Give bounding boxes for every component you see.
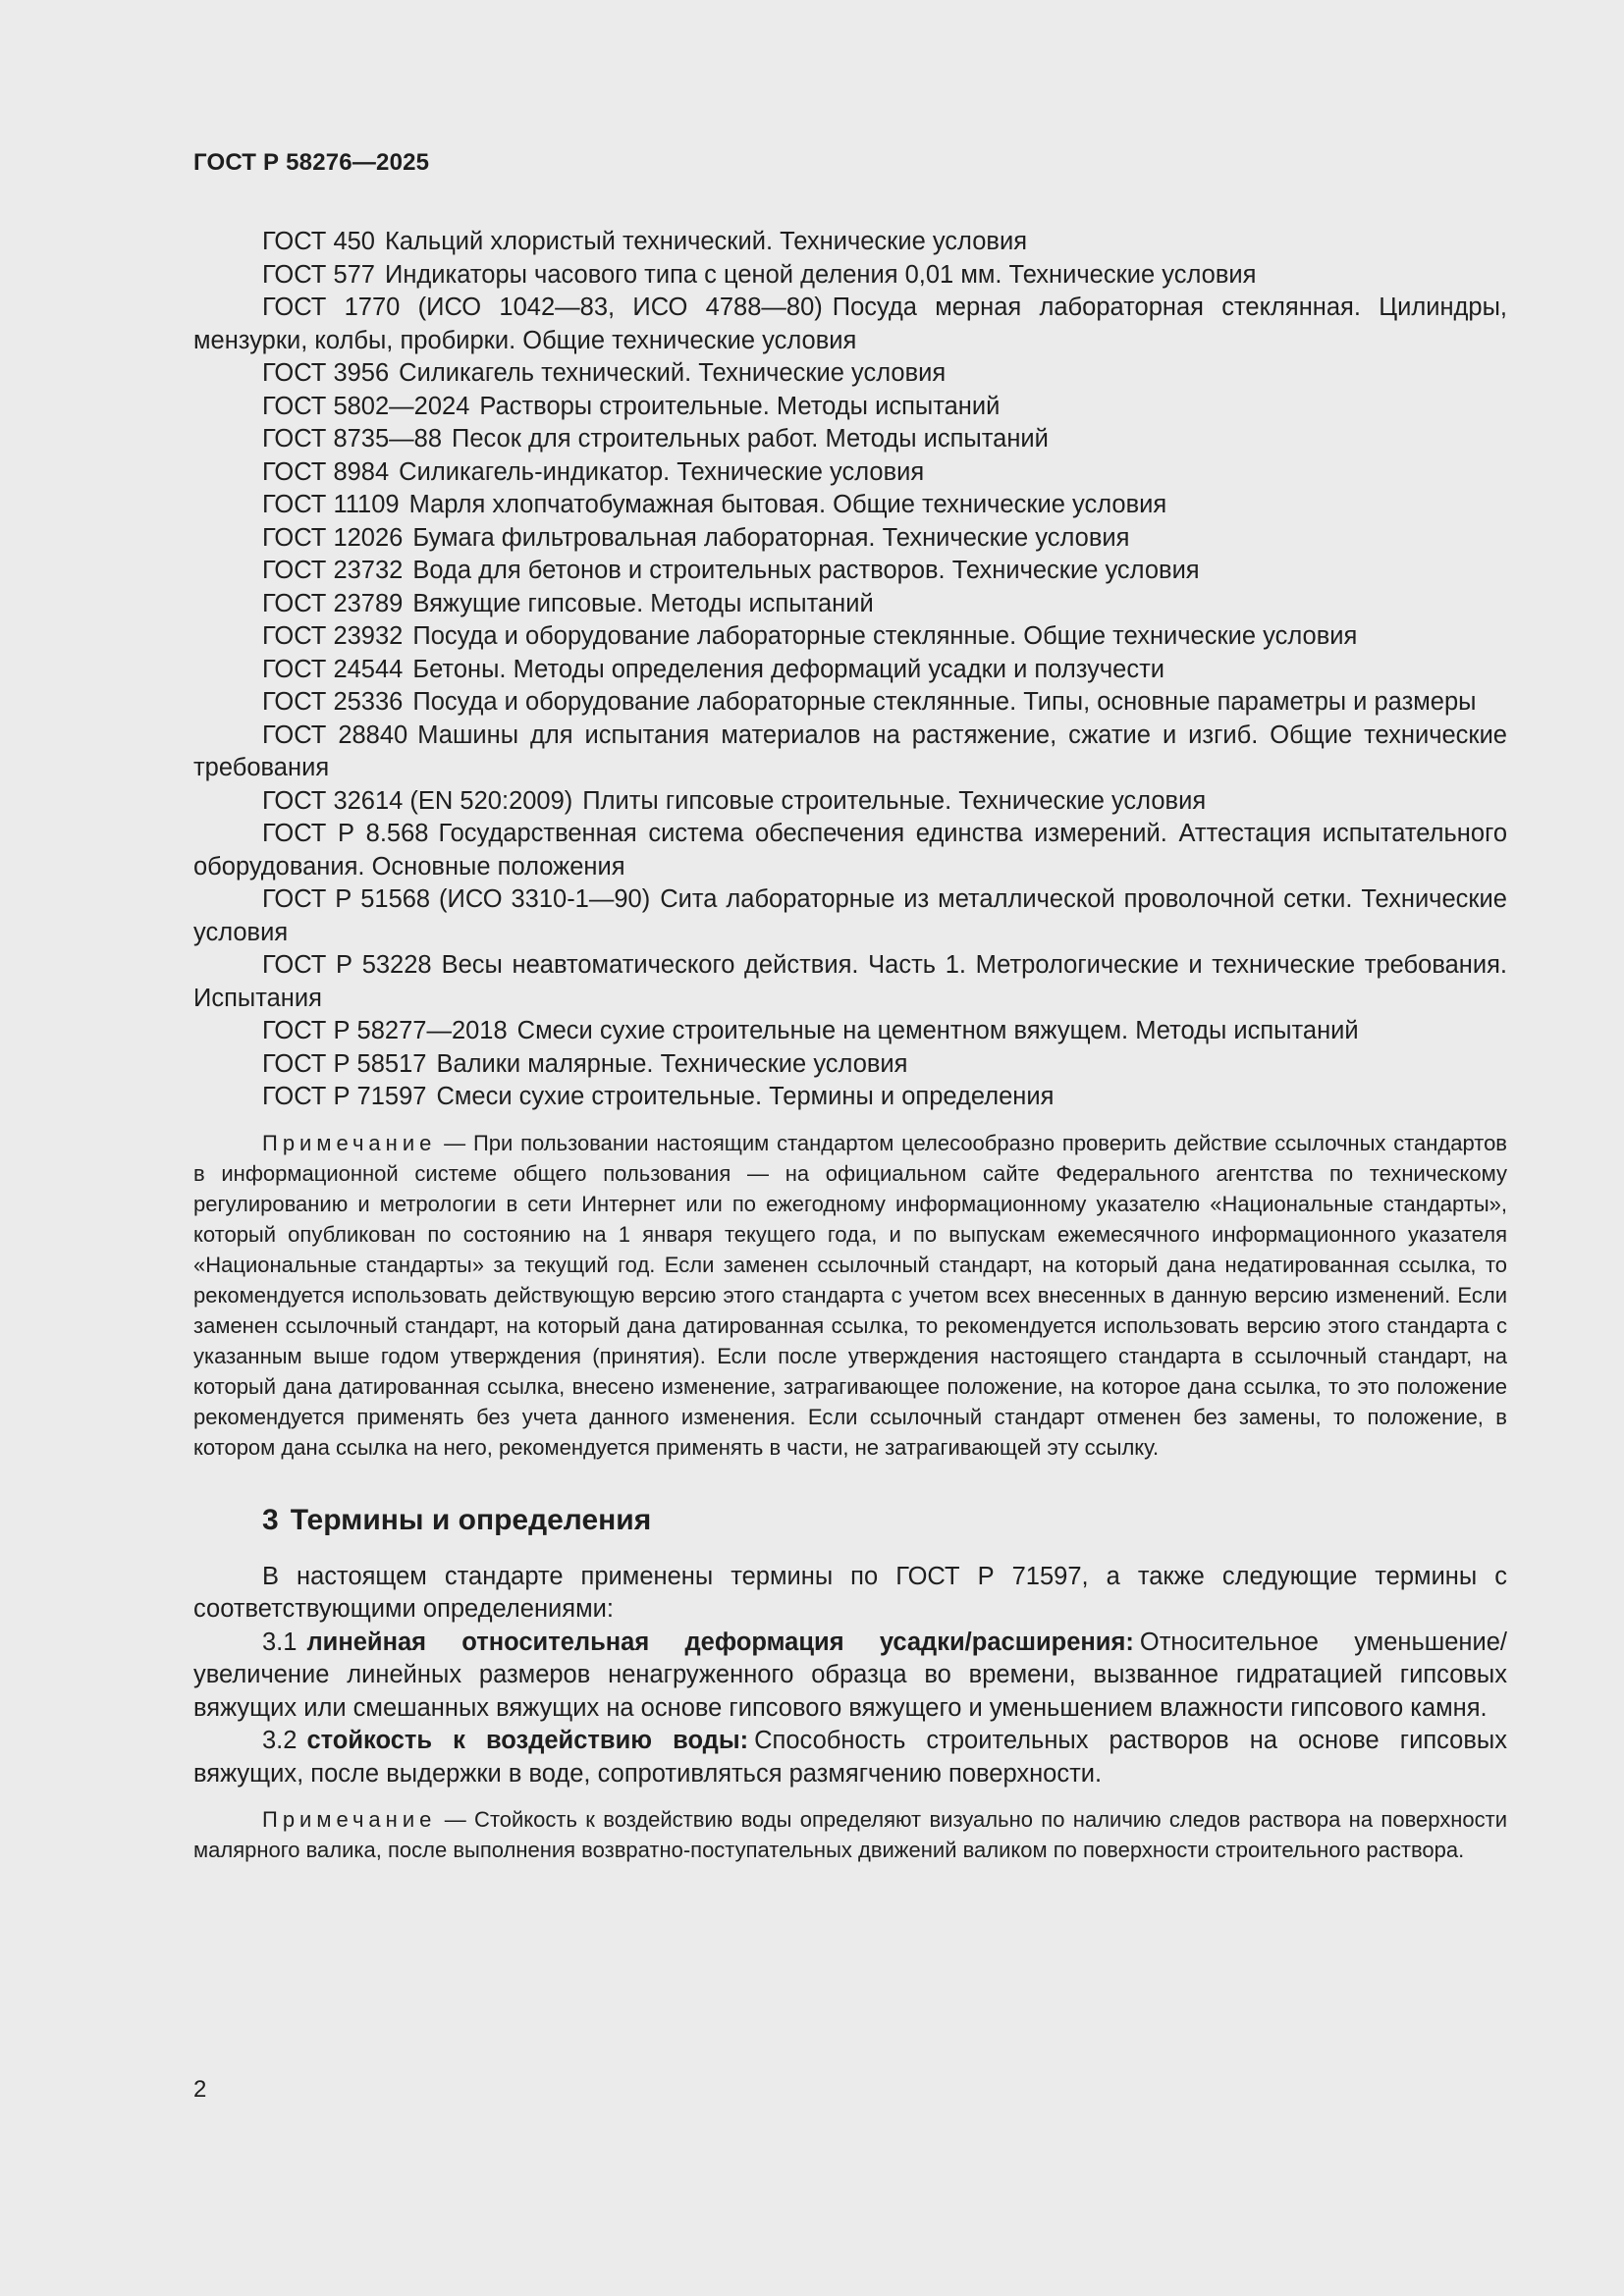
reference-title: Весы неавтоматического действия. Часть 1. Метрологические и технические требования. Испытания — [193, 951, 1507, 1012]
reference-code: ГОСТ 450 — [262, 228, 375, 255]
page-number: 2 — [193, 2076, 207, 2103]
note-label: Примечание — [262, 1130, 437, 1155]
page-content — [193, 226, 1507, 1865]
reference-code: ГОСТ 25336 — [262, 688, 404, 716]
reference-code: ГОСТ 32614 (EN 520:2009) — [262, 786, 573, 815]
reference-code: ГОСТ 8735—88 — [262, 425, 443, 453]
reference-item — [193, 620, 1507, 654]
reference-item — [193, 1048, 1507, 1082]
reference-code: ГОСТ 23732 — [262, 557, 404, 584]
reference-title: Машины для испытания материалов на растяжение, сжатие и изгиб. Общие технические требования — [193, 721, 1507, 781]
section-number: 3 — [262, 1503, 279, 1536]
reference-item — [193, 292, 1507, 357]
reference-item — [193, 949, 1507, 1015]
reference-title: Силикагель технический. Технические условия — [399, 359, 947, 387]
reference-title: Посуда и оборудование лабораторные стеклянные. Общие технические условия — [412, 622, 1358, 650]
term-definition — [193, 1725, 1507, 1790]
reference-item — [193, 1015, 1507, 1048]
terms-note — [193, 1804, 1507, 1865]
reference-title: Бумага фильтровальная лабораторная. Технические условия — [412, 523, 1130, 552]
reference-title: Посуда и оборудование лабораторные стеклянные. Типы, основные параметры и размеры — [412, 688, 1477, 716]
reference-title: Валики малярные. Технические условия — [436, 1049, 908, 1078]
reference-title: Растворы строительные. Методы испытаний — [479, 392, 1001, 420]
reference-title: Бетоны. Методы определения деформаций усадки и ползучести — [412, 655, 1165, 683]
term-name: стойкость к воздействию воды: — [306, 1727, 749, 1754]
reference-code: ГОСТ Р 58277—2018 — [262, 1017, 508, 1044]
reference-title: Государственная система обеспечения единства измерений. Аттестация испытательного оборудования. Основные положения — [193, 820, 1507, 881]
reference-title: Марля хлопчатобумажная бытовая. Общие технические условия — [408, 491, 1167, 518]
document-header: ГОСТ Р 58276—2025 — [193, 149, 430, 176]
reference-code: ГОСТ 24544 — [262, 655, 404, 683]
reference-code: ГОСТ 12026 — [262, 523, 404, 552]
reference-code: ГОСТ 577 — [262, 260, 375, 289]
reference-item — [193, 555, 1507, 588]
references-list — [193, 226, 1507, 1114]
reference-title: Кальций хлористый технический. Технические условия — [385, 228, 1027, 255]
reference-code: ГОСТ Р 51568 (ИСО 3310-1—90) — [262, 885, 651, 913]
term-name: линейная относительная деформация усадки/расширения: — [306, 1628, 1134, 1656]
reference-code: ГОСТ Р 71597 — [262, 1083, 427, 1110]
reference-code: ГОСТ Р 58517 — [262, 1049, 427, 1078]
reference-title: Вяжущие гипсовые. Методы испытаний — [412, 589, 874, 617]
reference-item — [193, 226, 1507, 259]
reference-title: Вода для бетонов и строительных растворов. Технические условия — [412, 557, 1200, 584]
reference-code: ГОСТ 5802—2024 — [262, 392, 470, 420]
reference-code: ГОСТ 8984 — [262, 457, 390, 486]
reference-item — [193, 391, 1507, 424]
section-title-text: Термины и определения — [290, 1503, 652, 1536]
reference-item — [193, 259, 1507, 293]
reference-title: Смеси сухие строительные. Термины и определения — [436, 1083, 1055, 1110]
reference-title: Смеси сухие строительные на цементном вяжущем. Методы испытаний — [516, 1017, 1359, 1044]
reference-code: ГОСТ 28840 — [262, 721, 408, 749]
reference-title: Песок для строительных работ. Методы испытаний — [452, 425, 1049, 453]
reference-item — [193, 423, 1507, 456]
reference-item — [193, 357, 1507, 391]
reference-item — [193, 785, 1507, 819]
note-text: — Стойкость к воздействию воды определяют визуально по наличию следов раствора на поверхности малярного валика, после выполнения возвратно-поступательных движений валиком по поверхности строительного раствора. — [193, 1807, 1507, 1862]
reference-item — [193, 818, 1507, 883]
reference-code: ГОСТ 3956 — [262, 359, 390, 387]
section-heading — [193, 1504, 1507, 1537]
term-number: 3.2 — [262, 1727, 298, 1754]
reference-code: ГОСТ Р 8.568 — [262, 820, 429, 847]
reference-item — [193, 1081, 1507, 1114]
references-note — [193, 1128, 1507, 1463]
reference-title: Посуда мерная лабораторная стеклянная. Цилиндры, мензурки, колбы, пробирки. Общие технические условия — [193, 294, 1507, 354]
reference-title: Индикаторы часового типа с ценой деления 0,01 мм. Технические условия — [385, 260, 1257, 289]
reference-code: ГОСТ 11109 — [262, 491, 400, 518]
reference-item — [193, 489, 1507, 522]
reference-title: Сита лабораторные из металлической проволочной сетки. Технические условия — [193, 885, 1507, 946]
term-text: Способность строительных растворов на основе гипсовых вяжущих, после выдержки в воде, сопротивляться размягчению поверхности. — [193, 1727, 1507, 1788]
reference-title: Силикагель-индикатор. Технические условия — [399, 457, 925, 486]
reference-item — [193, 686, 1507, 720]
term-number: 3.1 — [262, 1628, 298, 1656]
reference-title: Плиты гипсовые строительные. Технические условия — [582, 786, 1207, 815]
reference-item — [193, 654, 1507, 687]
term-text: Относительное уменьшение/увеличение линейных размеров ненагруженного образца во времени, вызванное гидратацией гипсовых вяжущих или смешанных вяжущих на основе гипсового вяжущего и уменьшением влажности гипсового камня. — [193, 1628, 1507, 1722]
reference-item — [193, 883, 1507, 949]
reference-code: ГОСТ 23932 — [262, 622, 404, 650]
section-intro: В настоящем стандарте применены термины по ГОСТ Р 71597, а также следующие термины с соответствующими определениями: — [193, 1562, 1507, 1623]
term-definition — [193, 1627, 1507, 1726]
reference-item — [193, 588, 1507, 621]
reference-item — [193, 720, 1507, 785]
note-text: — При пользовании настоящим стандартом целесообразно проверить действие ссылочных стандартов в информационной системе общего пользования — на официальном сайте Федерального агентства по техническому регулированию и метрологии в сети Интернет или по ежегодному информационному указателю «Национальные стандарты», который опубликован по состоянию на 1 января текущего года, и по выпускам ежемесячного информационного указателя «Национальные стандарты» за текущий год. Если заменен ссылочный стандарт, на который дана недатированная ссылка, то рекомендуется использовать действующую версию этого стандарта с учетом всех внесенных в данную версию изменений. Если заменен ссылочный стандарт, на который дана датированная ссылка, то рекомендуется использовать версию этого стандарта с указанным выше годом утверждения (принятия). Если после утверждения настоящего стандарта в ссылочный стандарт, на который дана датированная ссылка, внесено изменение, затрагивающее положение, на которое дана ссылка, то это положение рекомендуется применять без учета данного изменения. Если ссылочный стандарт отменен без замены, то положение, в котором дана ссылка на него, рекомендуется применять в части, не затрагивающей эту ссылку. — [193, 1130, 1507, 1460]
reference-code: ГОСТ 1770 (ИСО 1042—83, ИСО 4788—80) — [262, 294, 823, 321]
reference-item — [193, 456, 1507, 490]
note-label: Примечание — [262, 1807, 437, 1832]
reference-item — [193, 522, 1507, 556]
reference-code: ГОСТ Р 53228 — [262, 951, 432, 979]
reference-code: ГОСТ 23789 — [262, 589, 404, 617]
